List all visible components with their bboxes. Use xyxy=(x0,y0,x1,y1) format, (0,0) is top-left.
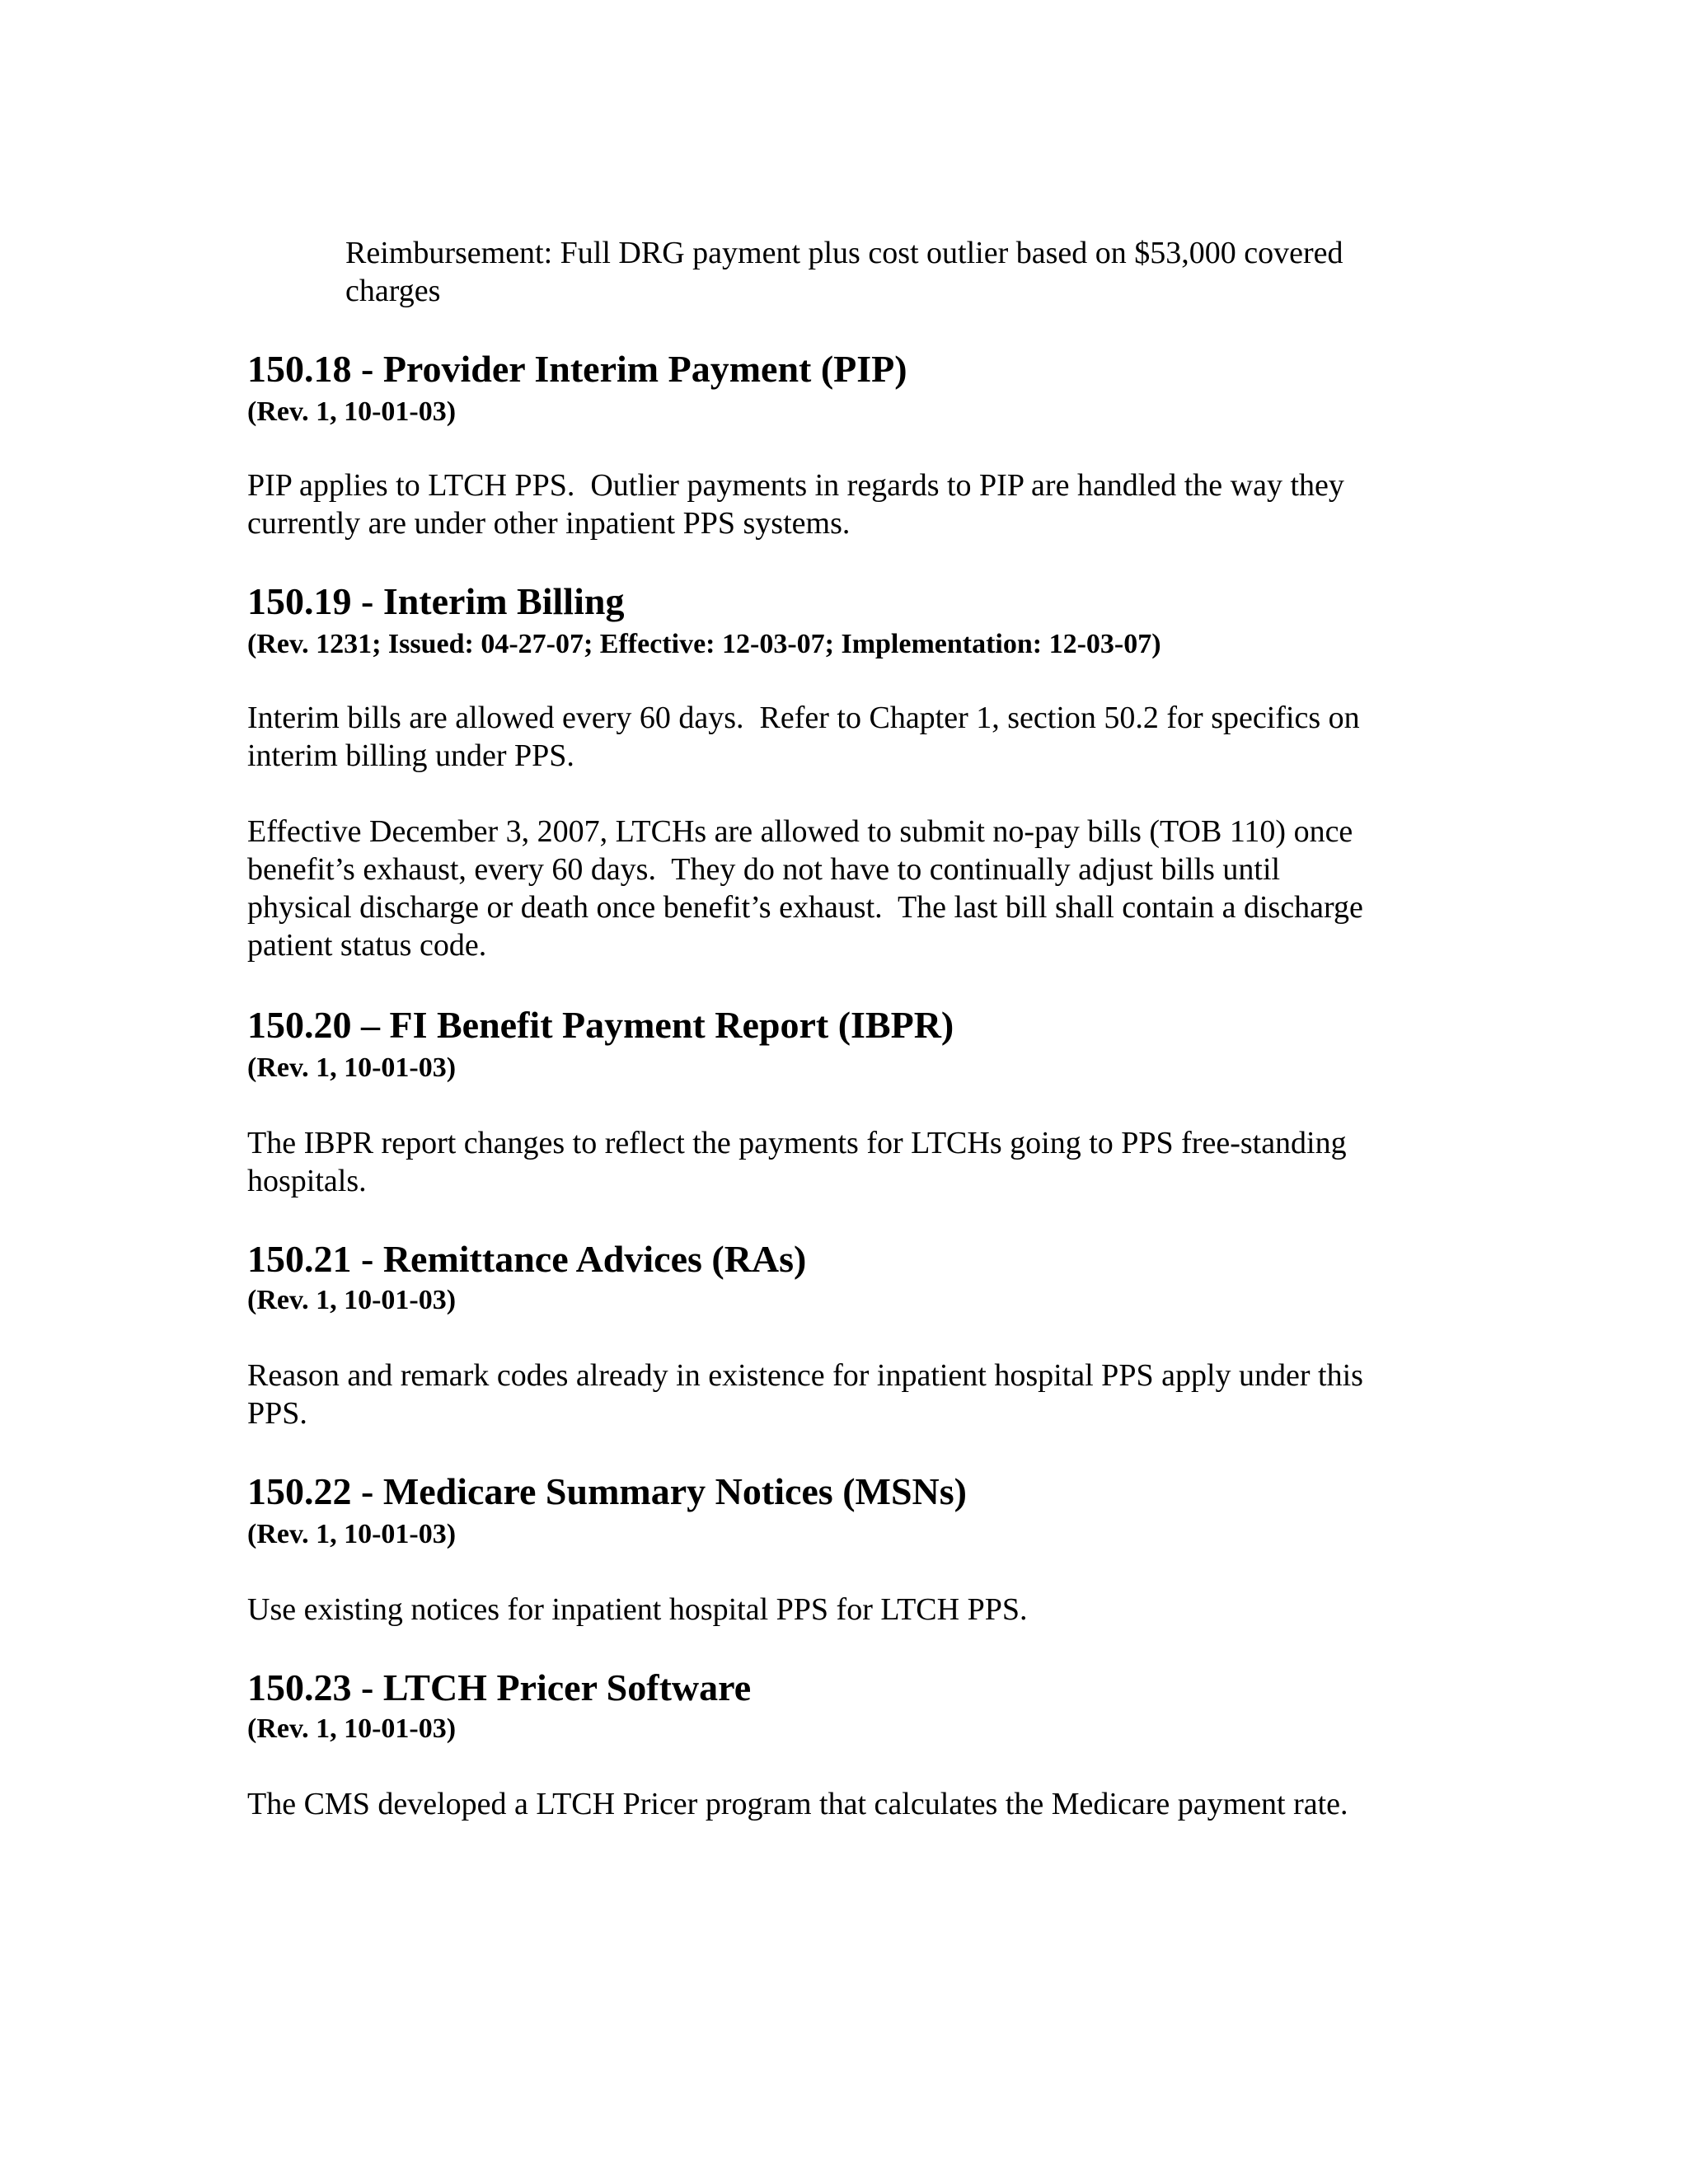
body-paragraph-150-23: The CMS developed a LTCH Pricer program that calculates the Medicare payment rate. xyxy=(247,1787,1348,1821)
revision-note-150-18: (Rev. 1, 10-01-03) xyxy=(247,396,457,427)
body-paragraph-150-19-a: Interim bills are allowed every 60 days. Refer to Chapter 1, section 50.2 for specifics on interim billing under PPS. xyxy=(247,701,1360,773)
body-paragraph-150-22: Use existing notices for inpatient hospital PPS for LTCH PPS. xyxy=(247,1592,1028,1627)
section-heading-150-22: 150.22 - Medicare Summary Notices (MSNs) xyxy=(247,1470,967,1512)
revision-note-150-19: (Rev. 1231; Issued: 04-27-07; Effective: 12-03-07; Implementation: 12-03-07) xyxy=(247,629,1161,659)
body-paragraph-150-18: PIP applies to LTCH PPS. Outlier payments in regards to PIP are handled the way they currently are under other inpatient PPS systems. xyxy=(247,468,1344,541)
body-paragraph-150-19-b: Effective December 3, 2007, LTCHs are allowed to submit no-pay bills (TOB 110) once benefit’s exhaust, every 60 days. They do not have to continually adjust bills until physical discharge or death once benefit’s exhaust. The last bill shall contain a discharge patient status code. xyxy=(247,814,1363,963)
revision-note-150-23: (Rev. 1, 10-01-03) xyxy=(247,1713,457,1744)
reimbursement-paragraph: Reimbursement: Full DRG payment plus cost outlier based on $53,000 covered charges xyxy=(345,236,1343,308)
body-paragraph-150-20: The IBPR report changes to reflect the payments for LTCHs going to PPS free-standing hospitals. xyxy=(247,1126,1347,1198)
section-heading-150-20: 150.20 – FI Benefit Payment Report (IBPR) xyxy=(247,1004,954,1046)
revision-note-150-21: (Rev. 1, 10-01-03) xyxy=(247,1285,457,1315)
section-heading-150-18: 150.18 - Provider Interim Payment (PIP) xyxy=(247,348,907,390)
revision-note-150-22: (Rev. 1, 10-01-03) xyxy=(247,1519,457,1549)
section-heading-150-23: 150.23 - LTCH Pricer Software xyxy=(247,1666,752,1708)
body-paragraph-150-21: Reason and remark codes already in existence for inpatient hospital PPS apply under this PPS. xyxy=(247,1358,1363,1431)
revision-note-150-20: (Rev. 1, 10-01-03) xyxy=(247,1052,457,1083)
section-heading-150-21: 150.21 - Remittance Advices (RAs) xyxy=(247,1238,807,1280)
section-heading-150-19: 150.19 - Interim Billing xyxy=(247,580,625,622)
